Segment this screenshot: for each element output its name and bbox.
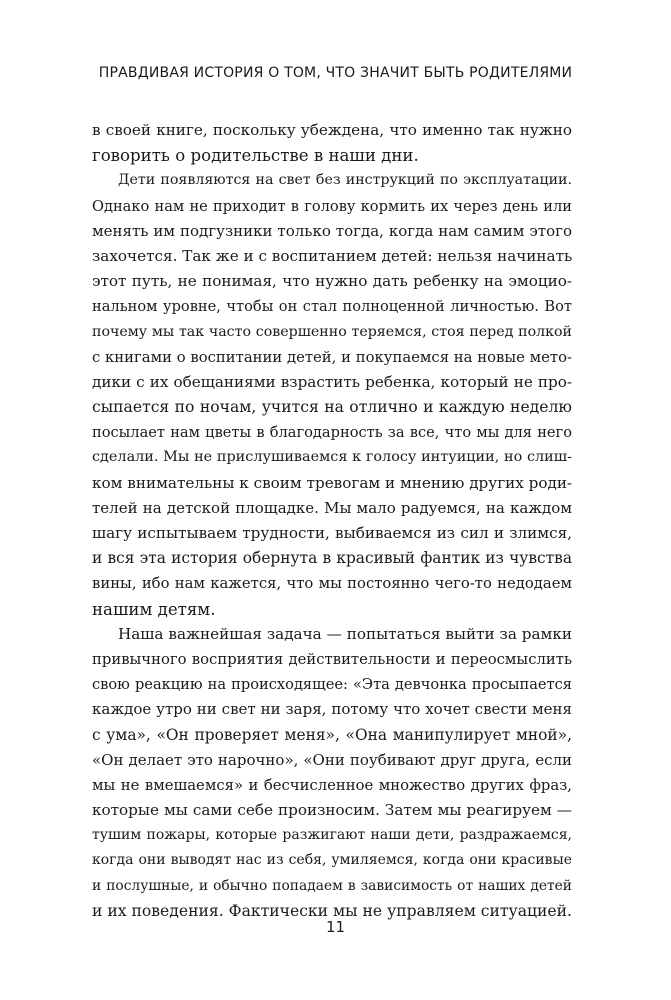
text-line: которые мы сами себе произносим. Затем мы реагируем —: [92, 801, 572, 820]
text-line: Однако нам не приходит в голову кормить их через день или: [92, 197, 572, 215]
text-line: с ума», «Он проверяет меня», «Она манипулирует мной»,: [92, 725, 572, 744]
text-line: вины, ибо нам кажется, что мы постоянно чего-то недодаем: [92, 575, 572, 593]
text-line: привычного восприятия действительности и переосмыслить: [92, 650, 572, 668]
text-line: сделали. Мы не прислушиваемся к голосу интуиции, но слиш-: [92, 449, 572, 466]
text-line: тушим пожары, которые разжигают наши дети, раздражаемся,: [92, 827, 572, 844]
text-line: и их поведения. Фактически мы не управляем ситуацией.: [92, 901, 572, 920]
text-line: менять им подгузники только тогда, когда нам самим этого: [92, 221, 572, 240]
text-line: сыпается по ночам, учится на отлично и каждую неделю: [92, 398, 572, 417]
text-line: ком внимательны к своим тревогам и мнению других роди-: [92, 473, 572, 492]
text-line: захочется. Так же и с воспитанием детей: нельзя начинать: [92, 246, 572, 265]
text-line: когда они выводят нас из себя, умиляемся, когда они красивые: [92, 852, 572, 869]
body-text: [92, 118, 572, 924]
text-line: этот путь, не понимая, что нужно дать ребенку на эмоцио-: [92, 272, 572, 291]
text-line: с книгами о воспитании детей, и покупаемся на новые мето-: [92, 348, 572, 366]
page-number: 11: [325, 918, 346, 936]
text-line: в своей книге, поскольку убеждена, что именно так нужно: [92, 121, 572, 139]
running-head: ПРАВДИВАЯ ИСТОРИЯ О ТОМ, ЧТО ЗНАЧИТ БЫТЬ РОДИТЕЛЯМИ: [98, 65, 573, 81]
text-line: и послушные, и обычно попадаем в зависимость от наших детей: [92, 877, 572, 894]
text-line: посылает нам цветы в благодарность за все, что мы для него: [92, 424, 572, 442]
text-line: свою реакцию на происходящее: «Эта девчонка просыпается: [92, 676, 572, 694]
text-line: почему мы так часто совершенно теряемся, стоя перед полкой: [92, 323, 572, 340]
text-line: «Он делает это нарочно», «Они поубивают друг друга, если: [92, 750, 572, 769]
text-line: нальном уровне, чтобы он стал полноценной личностью. Вот: [92, 298, 572, 316]
text-line: мы не вмешаемся» и бесчисленное множество других фраз,: [92, 776, 572, 794]
text-line: говорить о родительстве в наши дни.: [92, 146, 419, 166]
text-line: каждое утро ни свет ни заря, потому что хочет свести меня: [92, 700, 572, 719]
text-line: телей на детской площадке. Мы мало радуемся, на каждом: [92, 498, 572, 517]
text-line: дики с их обещаниями взрастить ребенка, который не про-: [92, 372, 572, 391]
text-line: Дети появляются на свет без инструкций по эксплуатации.: [118, 172, 572, 189]
text-line: и вся эта история обернута в красивый фантик из чувства: [92, 549, 572, 568]
text-line: шагу испытываем трудности, выбиваемся из сил и злимся,: [92, 524, 572, 542]
text-line: Наша важнейшая задача — попытаться выйти за рамки: [118, 624, 572, 643]
text-line: нашим детям.: [92, 599, 216, 619]
